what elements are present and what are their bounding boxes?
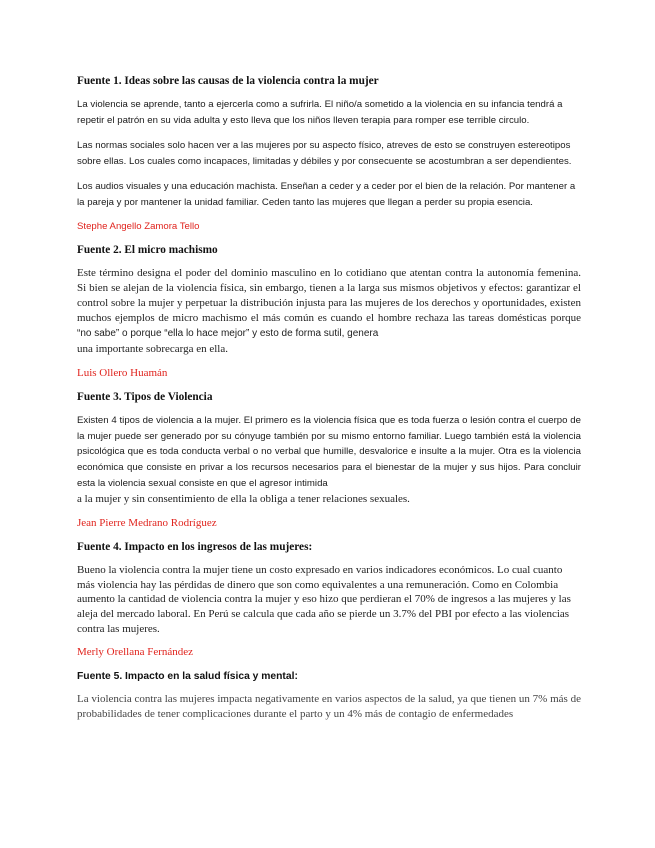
- source-1-paragraph-1: La violencia se aprende, tanto a ejercerla como a sufrirla. El niño/a sometido a la violencia en su infancia tendrá a repetir el patrón en su vida adulta y esto lleva que los niños lleven terapia para romper ese terrible circulo.: [77, 99, 563, 126]
- source-5-paragraph: La violencia contra las mujeres impacta negativamente en varios aspectos de la salud, ya que tienen un 7% más de probabilidades de tener complicaciones durante el parto y un 4% más de contagio de enfermedades: [77, 693, 581, 721]
- source-2-author: Luis Ollero Huamán: [77, 366, 168, 379]
- source-3-heading: Fuente 3. Tipos de Violencia: [77, 390, 213, 403]
- source-4: [77, 540, 581, 661]
- source-2-paragraph-end: una importante sobrecarga en ella.: [77, 342, 228, 355]
- source-2-paragraph-quote: “no sabe” o porque “ella lo hace mejor” y esto de forma sutil, genera: [77, 328, 379, 340]
- source-5: [77, 669, 581, 721]
- source-4-heading: Fuente 4. Impacto en los ingresos de las mujeres:: [77, 540, 313, 553]
- source-1: [77, 74, 581, 234]
- source-2-paragraph-main: Este término designa el poder del dominio masculino en lo cotidiano que atentan contra la autonomía femenina. Si bien se alejan de la violencia física, sin embargo, tienen a la larga sus mismos objetivos y efectos: garantizar el control sobre la mujer y perpetuar la distribución injusta para las mujeres de los derechos y oportunidades, existen muchos ejemplos de micro machismo el más común es cuando el hombre rechaza las tareas domésticas porque: [77, 267, 581, 324]
- source-3-author: Jean Pierre Medrano Rodríguez: [77, 516, 217, 529]
- source-2-heading: Fuente 2. El micro machismo: [77, 244, 218, 257]
- source-2: [77, 243, 581, 380]
- source-4-paragraph: Bueno la violencia contra la mujer tiene un costo expresado en varios indicadores económicos. Lo cual cuanto más violencia hay las pérdidas de dinero que son como equivalentes a una remuneración. Como en Colombia aumento la cantidad de violencia contra la mujer y eso hizo que perdieran el 70% de ingresos a las mujeres y las aleja del mercado laboral. En Perú se calcula que cada año se pierde un 3.7% del PBI por efecto a las violencias contra las mujeres.: [77, 563, 571, 635]
- source-3-paragraph-end: a la mujer y sin consentimiento de ella la obliga a tener relaciones sexuales.: [77, 493, 410, 506]
- source-1-paragraph-2: Las normas sociales solo hacen ver a las mujeres por su aspecto físico, atreves de esto se construyen estereotipos sobre ellas. Los cuales como incapaces, limitadas y débiles y por consecuente se acostumbran a ser dependientes.: [77, 139, 572, 167]
- source-2-paragraph: [77, 266, 581, 356]
- source-1-author: Stephe Angello Zamora Tello: [77, 221, 200, 233]
- source-4-author: Merly Orellana Fernández: [77, 646, 194, 659]
- source-1-heading: Fuente 1. Ideas sobre las causas de la violencia contra la mujer: [77, 75, 379, 87]
- source-5-heading: Fuente 5. Impacto en la salud física y mental:: [77, 671, 298, 683]
- source-1-paragraph-3: Los audios visuales y una educación machista. Enseñan a ceder y a ceder por el bien de la relación. Por mantener a la pareja y por mantener la unidad familiar. Ceden tanto las mujeres que llegan a perder su propia esencia.: [77, 180, 576, 208]
- source-3-paragraph-sans: Existen 4 tipos de violencia a la mujer. El primero es la violencia física que es toda fuerza o lesión contra el cuerpo de la mujer puede ser generado por su cónyuge también por su mismo entorno familiar. Luego también está la violencia psicológica que es toda conducta verbal o no verbal que humille, desvalorice e insulte a la mujer. Otra es la violencia económica que consiste en privar a los recursos necesarios para el bienestar de la mujer y sus hijos. Para concluir esta la violencia sexual consiste en que el agresor intimida: [77, 414, 581, 490]
- source-3: [77, 390, 581, 531]
- source-3-paragraph: [77, 413, 581, 493]
